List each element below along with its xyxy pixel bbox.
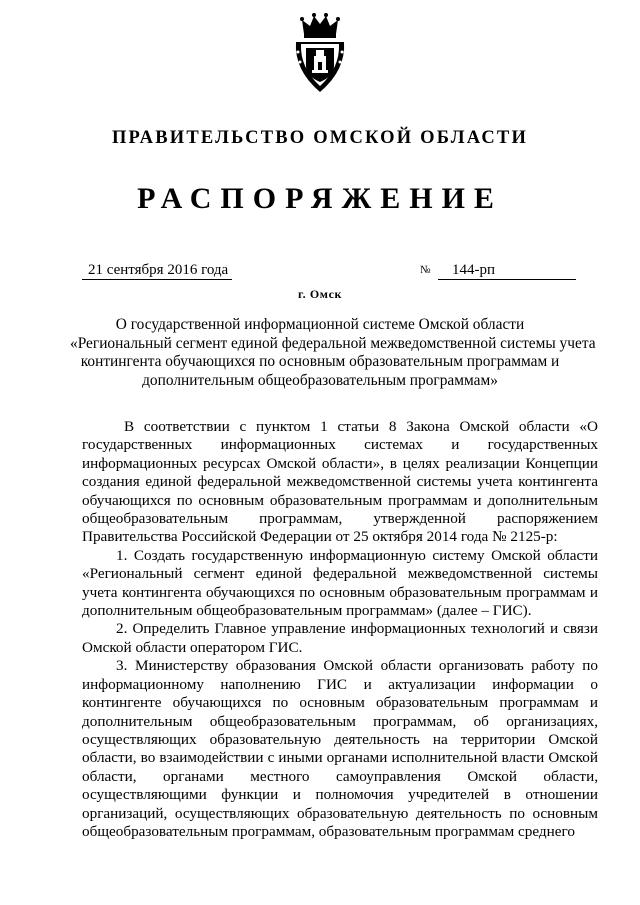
document-type-heading: РАСПОРЯЖЕНИЕ <box>137 182 503 215</box>
document-number-value: 144-рп <box>452 262 496 278</box>
document-date-value: 21 сентября 2016 года <box>82 262 232 280</box>
city: г. Омск <box>297 287 343 301</box>
number-label: № <box>420 264 431 276</box>
item-paragraph-1: 1. Создать государственную информационную систему Омской области «Региональный сегмент единой федеральной межведомственной системы учета контингента обучающихся по основным образовательным программам и дополнительным общеобразовательным программам» (далее – ГИС). <box>82 546 598 620</box>
item-paragraph-3: 3. Министерству образования Омской области организовать работу по информационному наполнению ГИС и актуализации информации о контингенте обучающихся по основным образовательным программам и дополнительным общеобразовательным программам, об организациях, осуществляющих образовательную деятельность на территории Омской области, во взаимодействии с иными органами исполнительной власти Омской области, органами местного самоуправления Омской области, осуществляющими функции и полномочия учредителей в отношении организаций, осуществляющих образовательную деятельность по основным общеобразовательным программам, образовательным программам среднего <box>82 657 598 840</box>
title-line: «Региональный сегмент единой федеральной межведомственной системы учета <box>70 334 596 352</box>
preamble-paragraph: В соответствии с пунктом 1 статьи 8 Закона Омской области «О государственных информационных системах и государственных информационных ресурсах Омской области», в целях реализации Концепции создания единой федеральной межведомственной системы учета контингента обучающихся по основным образовательным программам и дополнительным общеобразовательным программам, утвержденной распоряжением Правительства Российской Федерации от 25 октября 2014 года № 2125-р: <box>82 418 598 546</box>
title-line: О государственной информационной системе Омской области <box>115 316 525 333</box>
document-title <box>70 316 596 390</box>
document-date <box>82 262 232 280</box>
item-paragraph-2: 2. Определить Главное управление информационных технологий и связи Омской области оператором ГИС. <box>82 620 598 656</box>
title-line: контингента обучающихся по основным образовательным программам и <box>80 353 560 371</box>
title-line: дополнительным общеобразовательным программам» <box>142 371 498 389</box>
omsk-coat-of-arms-icon <box>292 12 348 96</box>
document-body <box>82 418 598 841</box>
government-heading: ПРАВИТЕЛЬСТВО ОМСКОЙ ОБЛАСТИ <box>111 128 529 148</box>
document-number <box>438 262 576 280</box>
